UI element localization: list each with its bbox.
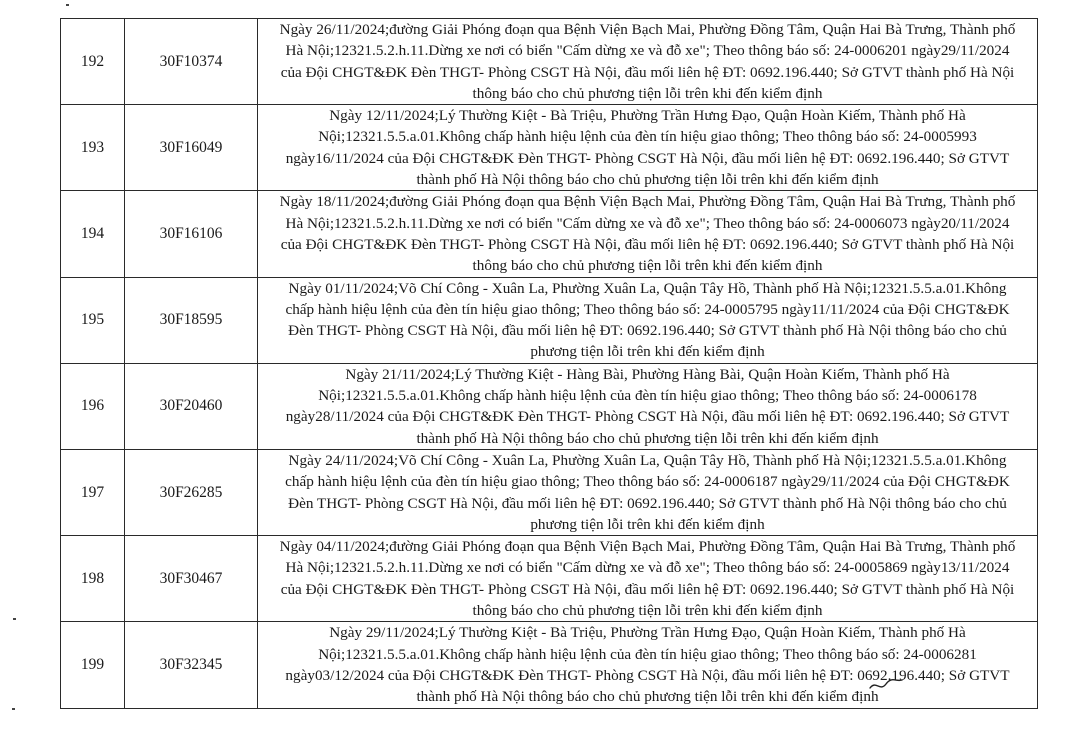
violation-description-cell bbox=[258, 363, 1038, 449]
description-line: Đèn THGT- Phòng CSGT Hà Nội, đầu mối liên hệ ĐT: 0692.196.440; Sở GTVT thành phố Hà Nội thông báo cho chủ bbox=[288, 322, 1007, 340]
description-line: Ngày 12/11/2024;Lý Thường Kiệt - Bà Triệu, Phường Trần Hưng Đạo, Quận Hoàn Kiếm, Thành phố Hà bbox=[329, 107, 966, 125]
description-line: phương tiện lỗi trên khi đến kiểm định bbox=[530, 515, 765, 533]
violation-description-cell bbox=[258, 622, 1038, 708]
license-plate-cell: 30F10374 bbox=[125, 19, 258, 105]
description-line: thông báo cho chủ phương tiện lỗi trên khi đến kiểm định bbox=[472, 257, 823, 275]
description-line: Hà Nội;12321.5.2.h.11.Dừng xe nơi có biển "Cấm dừng xe và đỗ xe"; Theo thông báo số: 24-0006201 ngày29/11/2024 bbox=[285, 42, 1010, 60]
row-number-cell: 193 bbox=[61, 105, 125, 191]
violation-description-cell bbox=[258, 19, 1038, 105]
table-row bbox=[61, 105, 1038, 191]
description-line: của Đội CHGT&ĐK Đèn THGT- Phòng CSGT Hà Nội, đầu mối liên hệ ĐT: 0692.196.440; Sở GTVT thành phố Hà Nội bbox=[280, 63, 1015, 81]
description-line: Ngày 29/11/2024;Lý Thường Kiệt - Bà Triệu, Phường Trần Hưng Đạo, Quận Hoàn Kiếm, Thành phố Hà bbox=[329, 624, 966, 642]
description-line: của Đội CHGT&ĐK Đèn THGT- Phòng CSGT Hà Nội, đầu mối liên hệ ĐT: 0692.196.440; Sở GTVT thành phố Hà Nội bbox=[280, 580, 1015, 598]
violation-table-body bbox=[61, 19, 1038, 709]
license-plate-cell: 30F16049 bbox=[125, 105, 258, 191]
description-line: Đèn THGT- Phòng CSGT Hà Nội, đầu mối liên hệ ĐT: 0692.196.440; Sở GTVT thành phố Hà Nội thông báo cho chủ bbox=[288, 494, 1007, 512]
table-row bbox=[61, 19, 1038, 105]
description-line: ngày16/11/2024 của Đội CHGT&ĐK Đèn THGT- Phòng CSGT Hà Nội, đầu mối liên hệ ĐT: 0692.196.440; Sở GTVT bbox=[285, 149, 1010, 167]
description-line: Ngày 04/11/2024;đường Giải Phóng đoạn qua Bệnh Viện Bạch Mai, Phường Đồng Tâm, Quận Hai Bà Trưng, Thành phố bbox=[279, 538, 1016, 556]
violation-description-cell bbox=[258, 449, 1038, 535]
table-row bbox=[61, 536, 1038, 622]
description-line: thông báo cho chủ phương tiện lỗi trên khi đến kiểm định bbox=[472, 84, 823, 102]
description-line: Ngày 24/11/2024;Võ Chí Công - Xuân La, Phường Xuân La, Quận Tây Hồ, Thành phố Hà Nội;12321.5.5.a.01.Không bbox=[288, 451, 1007, 469]
table-row bbox=[61, 449, 1038, 535]
description-line: thành phố Hà Nội thông báo cho chủ phương tiện lỗi trên khi đến kiểm định bbox=[416, 429, 879, 447]
description-line: chấp hành hiệu lệnh của đèn tín hiệu giao thông; Theo thông báo số: 24-0006187 ngày29/11/2024 của Đội CHGT&ĐK bbox=[285, 473, 1010, 491]
license-plate-cell: 30F30467 bbox=[125, 536, 258, 622]
license-plate-cell: 30F32345 bbox=[125, 622, 258, 708]
description-line: Ngày 01/11/2024;Võ Chí Công - Xuân La, Phường Xuân La, Quận Tây Hồ, Thành phố Hà Nội;12321.5.5.a.01.Không bbox=[288, 279, 1007, 297]
description-line: ngày28/11/2024 của Đội CHGT&ĐK Đèn THGT- Phòng CSGT Hà Nội, đầu mối liên hệ ĐT: 0692.196.440; Sở GTVT bbox=[285, 408, 1010, 426]
description-line: Hà Nội;12321.5.2.h.11.Dừng xe nơi có biển "Cấm dừng xe và đỗ xe"; Theo thông báo số: 24-0005869 ngày13/11/2024 bbox=[285, 559, 1010, 577]
description-line: thành phố Hà Nội thông báo cho chủ phương tiện lỗi trên khi đến kiểm định bbox=[416, 171, 879, 189]
violation-description-cell bbox=[258, 105, 1038, 191]
row-number-cell: 197 bbox=[61, 449, 125, 535]
row-number-cell: 198 bbox=[61, 536, 125, 622]
description-line: chấp hành hiệu lệnh của đèn tín hiệu giao thông; Theo thông báo số: 24-0005795 ngày11/11/2024 của Đội CHGT&ĐK bbox=[285, 300, 1010, 318]
scan-mark bbox=[66, 4, 69, 6]
row-number-cell: 199 bbox=[61, 622, 125, 708]
row-number-cell: 196 bbox=[61, 363, 125, 449]
description-line: Ngày 26/11/2024;đường Giải Phóng đoạn qua Bệnh Viện Bạch Mai, Phường Đồng Tâm, Quận Hai Bà Trưng, Thành phố bbox=[279, 21, 1016, 38]
license-plate-cell: 30F18595 bbox=[125, 277, 258, 363]
description-line: thành phố Hà Nội thông báo cho chủ phương tiện lỗi trên khi đến kiểm định bbox=[416, 688, 879, 706]
description-line: phương tiện lỗi trên khi đến kiểm định bbox=[530, 343, 765, 361]
scan-mark bbox=[13, 618, 16, 620]
description-line: thông báo cho chủ phương tiện lỗi trên khi đến kiểm định bbox=[472, 602, 823, 620]
signature-mark bbox=[868, 676, 904, 694]
license-plate-cell: 30F26285 bbox=[125, 449, 258, 535]
violation-description-cell bbox=[258, 536, 1038, 622]
violation-description-cell bbox=[258, 191, 1038, 277]
description-line: Nội;12321.5.5.a.01.Không chấp hành hiệu lệnh của đèn tín hiệu giao thông; Theo thông báo số: 24-0006281 bbox=[318, 645, 977, 663]
table-row bbox=[61, 363, 1038, 449]
table-row bbox=[61, 622, 1038, 708]
license-plate-cell: 30F16106 bbox=[125, 191, 258, 277]
table-row bbox=[61, 191, 1038, 277]
table-row bbox=[61, 277, 1038, 363]
scan-mark bbox=[12, 708, 15, 710]
violation-table-container bbox=[60, 18, 1030, 709]
license-plate-cell: 30F20460 bbox=[125, 363, 258, 449]
row-number-cell: 195 bbox=[61, 277, 125, 363]
violation-table bbox=[60, 18, 1038, 709]
description-line: ngày03/12/2024 của Đội CHGT&ĐK Đèn THGT- Phòng CSGT Hà Nội, đầu mối liên hệ ĐT: 0692.196.440; Sở GTVT bbox=[285, 666, 1010, 684]
description-line: Nội;12321.5.5.a.01.Không chấp hành hiệu lệnh của đèn tín hiệu giao thông; Theo thông báo số: 24-0005993 bbox=[318, 128, 977, 146]
row-number-cell: 194 bbox=[61, 191, 125, 277]
description-line: Nội;12321.5.5.a.01.Không chấp hành hiệu lệnh của đèn tín hiệu giao thông; Theo thông báo số: 24-0006178 bbox=[318, 387, 977, 405]
description-line: Ngày 21/11/2024;Lý Thường Kiệt - Hàng Bài, Phường Hàng Bài, Quận Hoàn Kiếm, Thành phố Hà bbox=[345, 365, 950, 383]
description-line: Ngày 18/11/2024;đường Giải Phóng đoạn qua Bệnh Viện Bạch Mai, Phường Đồng Tâm, Quận Hai Bà Trưng, Thành phố bbox=[279, 193, 1016, 211]
description-line: Hà Nội;12321.5.2.h.11.Dừng xe nơi có biển "Cấm dừng xe và đỗ xe"; Theo thông báo số: 24-0006073 ngày20/11/2024 bbox=[285, 214, 1010, 232]
violation-description-cell bbox=[258, 277, 1038, 363]
description-line: của Đội CHGT&ĐK Đèn THGT- Phòng CSGT Hà Nội, đầu mối liên hệ ĐT: 0692.196.440; Sở GTVT thành phố Hà Nội bbox=[280, 235, 1015, 253]
row-number-cell: 192 bbox=[61, 19, 125, 105]
